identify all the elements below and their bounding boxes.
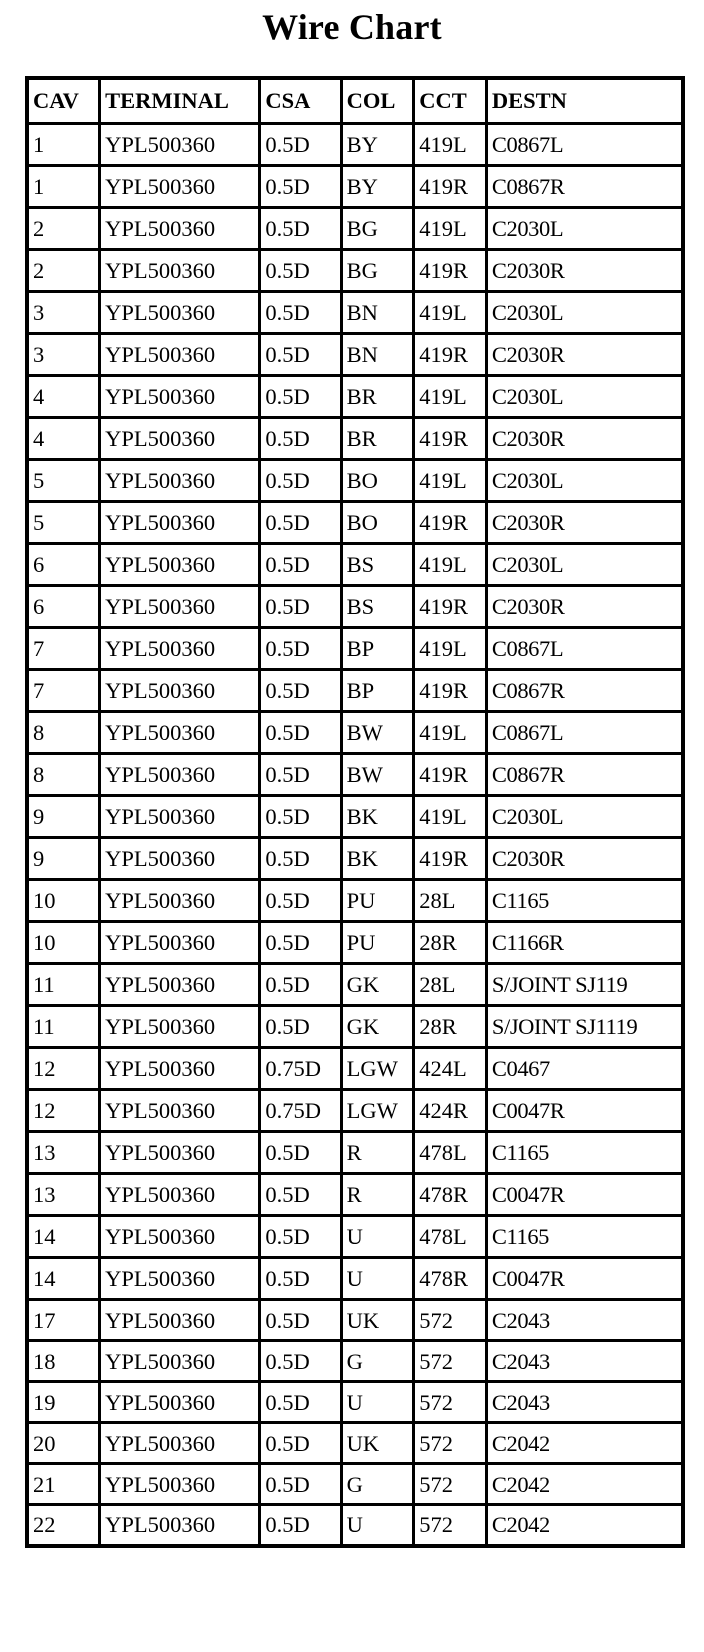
col-cell: BK [341,796,414,838]
csa-cell: 0.5D [260,712,341,754]
terminal-cell: YPL500360 [100,838,260,880]
terminal-cell: YPL500360 [100,964,260,1006]
terminal-cell: YPL500360 [100,166,260,208]
csa-cell: 0.5D [260,1174,341,1216]
csa-cell: 0.5D [260,124,341,166]
cct-cell: 572 [414,1300,487,1341]
col-cell: U [341,1258,414,1300]
destn-cell: C0047R [486,1258,683,1300]
table-row [27,334,683,376]
csa-cell: 0.5D [260,376,341,418]
destn-cell: C2030R [486,586,683,628]
table-row [27,418,683,460]
table-row [27,1174,683,1216]
table-row [27,544,683,586]
cav-cell: 20 [27,1423,100,1464]
terminal-cell: YPL500360 [100,334,260,376]
cav-cell: 8 [27,712,100,754]
table-row [27,1216,683,1258]
terminal-cell: YPL500360 [100,1048,260,1090]
cct-cell: 419L [414,460,487,502]
destn-cell: C1165 [486,880,683,922]
table-row [27,208,683,250]
destn-cell: C2030L [486,208,683,250]
csa-cell: 0.75D [260,1048,341,1090]
cct-cell: 419L [414,124,487,166]
destn-cell: C2042 [486,1423,683,1464]
destn-cell: C2030R [486,334,683,376]
header-col: COL [341,78,414,124]
cct-cell: 478R [414,1174,487,1216]
table-row [27,460,683,502]
col-cell: BN [341,334,414,376]
csa-cell: 0.5D [260,1132,341,1174]
destn-cell: C2030L [486,544,683,586]
table-row [27,1090,683,1132]
cav-cell: 19 [27,1382,100,1423]
cct-cell: 419R [414,754,487,796]
cav-cell: 1 [27,124,100,166]
cav-cell: 4 [27,376,100,418]
cav-cell: 7 [27,670,100,712]
cct-cell: 419L [414,796,487,838]
col-cell: UK [341,1300,414,1341]
terminal-cell: YPL500360 [100,1505,260,1546]
terminal-cell: YPL500360 [100,418,260,460]
cav-cell: 14 [27,1258,100,1300]
table-row [27,124,683,166]
col-cell: U [341,1505,414,1546]
csa-cell: 0.5D [260,670,341,712]
cav-cell: 21 [27,1464,100,1505]
col-cell: BK [341,838,414,880]
terminal-cell: YPL500360 [100,1464,260,1505]
cav-cell: 13 [27,1174,100,1216]
col-cell: U [341,1382,414,1423]
wire-table-body [27,124,683,1546]
destn-cell: C2042 [486,1464,683,1505]
destn-cell: C1166R [486,922,683,964]
terminal-cell: YPL500360 [100,1132,260,1174]
csa-cell: 0.5D [260,922,341,964]
table-row [27,838,683,880]
col-cell: R [341,1174,414,1216]
terminal-cell: YPL500360 [100,502,260,544]
table-row [27,1258,683,1300]
table-row [27,712,683,754]
csa-cell: 0.5D [260,1505,341,1546]
terminal-cell: YPL500360 [100,1382,260,1423]
table-row [27,964,683,1006]
destn-cell: S/JOINT SJ119 [486,964,683,1006]
destn-cell: C0867R [486,754,683,796]
csa-cell: 0.5D [260,208,341,250]
terminal-cell: YPL500360 [100,208,260,250]
destn-cell: C1165 [486,1216,683,1258]
cct-cell: 478R [414,1258,487,1300]
destn-cell: C2043 [486,1382,683,1423]
terminal-cell: YPL500360 [100,1300,260,1341]
cct-cell: 419L [414,376,487,418]
col-cell: BY [341,166,414,208]
col-cell: BW [341,754,414,796]
page-title: Wire Chart [262,7,442,47]
csa-cell: 0.5D [260,544,341,586]
header-destn: DESTN [486,78,683,124]
col-cell: PU [341,922,414,964]
cct-cell: 28R [414,1006,487,1048]
destn-cell: C2030L [486,292,683,334]
cct-cell: 424L [414,1048,487,1090]
col-cell: BR [341,418,414,460]
destn-cell: C2043 [486,1341,683,1382]
destn-cell: C0467 [486,1048,683,1090]
destn-cell: C2043 [486,1300,683,1341]
cct-cell: 28R [414,922,487,964]
cav-cell: 3 [27,334,100,376]
cav-cell: 6 [27,586,100,628]
csa-cell: 0.5D [260,166,341,208]
header-terminal: TERMINAL [100,78,260,124]
csa-cell: 0.5D [260,880,341,922]
table-row [27,628,683,670]
destn-cell: C2030R [486,838,683,880]
table-row [27,1048,683,1090]
cct-cell: 419R [414,334,487,376]
table-row [27,1423,683,1464]
cav-cell: 4 [27,418,100,460]
table-row [27,502,683,544]
table-row [27,166,683,208]
wire-table [25,76,685,1548]
cav-cell: 9 [27,838,100,880]
terminal-cell: YPL500360 [100,586,260,628]
col-cell: BP [341,628,414,670]
csa-cell: 0.5D [260,334,341,376]
cct-cell: 419R [414,838,487,880]
destn-cell: C0867L [486,712,683,754]
destn-cell: C0047R [486,1090,683,1132]
cct-cell: 572 [414,1464,487,1505]
table-row [27,1464,683,1505]
cct-cell: 419L [414,292,487,334]
csa-cell: 0.5D [260,964,341,1006]
header-row [27,78,683,124]
cct-cell: 419R [414,670,487,712]
destn-cell: C2030L [486,376,683,418]
csa-cell: 0.5D [260,754,341,796]
terminal-cell: YPL500360 [100,1341,260,1382]
cav-cell: 1 [27,166,100,208]
table-row [27,922,683,964]
csa-cell: 0.5D [260,1258,341,1300]
destn-cell: C1165 [486,1132,683,1174]
table-row [27,292,683,334]
cav-cell: 14 [27,1216,100,1258]
csa-cell: 0.5D [260,418,341,460]
col-cell: BR [341,376,414,418]
csa-cell: 0.5D [260,250,341,292]
table-row [27,250,683,292]
csa-cell: 0.5D [260,628,341,670]
col-cell: GK [341,964,414,1006]
destn-cell: C0867L [486,628,683,670]
destn-cell: C0047R [486,1174,683,1216]
terminal-cell: YPL500360 [100,292,260,334]
table-row [27,670,683,712]
cct-cell: 572 [414,1341,487,1382]
terminal-cell: YPL500360 [100,712,260,754]
destn-cell: C0867R [486,670,683,712]
terminal-cell: YPL500360 [100,1090,260,1132]
csa-cell: 0.5D [260,1464,341,1505]
table-row [27,1132,683,1174]
header-cav: CAV [27,78,100,124]
csa-cell: 0.5D [260,1423,341,1464]
table-row [27,1006,683,1048]
cav-cell: 8 [27,754,100,796]
destn-cell: C0867R [486,166,683,208]
col-cell: BG [341,208,414,250]
cct-cell: 572 [414,1423,487,1464]
destn-cell: C2030R [486,250,683,292]
col-cell: BO [341,502,414,544]
cav-cell: 7 [27,628,100,670]
cct-cell: 478L [414,1132,487,1174]
destn-cell: C2030R [486,418,683,460]
terminal-cell: YPL500360 [100,670,260,712]
col-cell: GK [341,1006,414,1048]
table-row [27,1505,683,1546]
destn-cell: C2030L [486,796,683,838]
csa-cell: 0.75D [260,1090,341,1132]
cct-cell: 419R [414,418,487,460]
cct-cell: 419R [414,250,487,292]
cct-cell: 28L [414,880,487,922]
header-csa: CSA [260,78,341,124]
terminal-cell: YPL500360 [100,628,260,670]
terminal-cell: YPL500360 [100,1006,260,1048]
col-cell: BG [341,250,414,292]
terminal-cell: YPL500360 [100,1258,260,1300]
cav-cell: 10 [27,922,100,964]
col-cell: R [341,1132,414,1174]
cav-cell: 11 [27,964,100,1006]
cav-cell: 9 [27,796,100,838]
table-row [27,1382,683,1423]
col-cell: UK [341,1423,414,1464]
cct-cell: 424R [414,1090,487,1132]
cav-cell: 17 [27,1300,100,1341]
cav-cell: 6 [27,544,100,586]
col-cell: U [341,1216,414,1258]
table-row [27,1341,683,1382]
col-cell: BY [341,124,414,166]
cct-cell: 478L [414,1216,487,1258]
cav-cell: 22 [27,1505,100,1546]
csa-cell: 0.5D [260,502,341,544]
cct-cell: 419R [414,586,487,628]
cav-cell: 5 [27,502,100,544]
terminal-cell: YPL500360 [100,1216,260,1258]
csa-cell: 0.5D [260,460,341,502]
cct-cell: 572 [414,1505,487,1546]
cct-cell: 419L [414,628,487,670]
table-row [27,1300,683,1341]
cct-cell: 419R [414,502,487,544]
col-cell: PU [341,880,414,922]
csa-cell: 0.5D [260,586,341,628]
cav-cell: 12 [27,1090,100,1132]
cav-cell: 3 [27,292,100,334]
csa-cell: 0.5D [260,292,341,334]
cav-cell: 2 [27,250,100,292]
cct-cell: 419L [414,712,487,754]
cct-cell: 28L [414,964,487,1006]
cct-cell: 572 [414,1382,487,1423]
cav-cell: 11 [27,1006,100,1048]
destn-cell: C2030L [486,460,683,502]
csa-cell: 0.5D [260,1300,341,1341]
csa-cell: 0.5D [260,1216,341,1258]
table-row [27,880,683,922]
destn-cell: C2042 [486,1505,683,1546]
terminal-cell: YPL500360 [100,796,260,838]
cav-cell: 10 [27,880,100,922]
terminal-cell: YPL500360 [100,1174,260,1216]
col-cell: G [341,1341,414,1382]
cav-cell: 12 [27,1048,100,1090]
table-row [27,754,683,796]
cav-cell: 18 [27,1341,100,1382]
cav-cell: 13 [27,1132,100,1174]
csa-cell: 0.5D [260,838,341,880]
col-cell: BN [341,292,414,334]
col-cell: BS [341,586,414,628]
terminal-cell: YPL500360 [100,922,260,964]
terminal-cell: YPL500360 [100,544,260,586]
terminal-cell: YPL500360 [100,754,260,796]
col-cell: BS [341,544,414,586]
col-cell: LGW [341,1090,414,1132]
destn-cell: S/JOINT SJ1119 [486,1006,683,1048]
cav-cell: 2 [27,208,100,250]
col-cell: BO [341,460,414,502]
cct-cell: 419R [414,166,487,208]
terminal-cell: YPL500360 [100,1423,260,1464]
terminal-cell: YPL500360 [100,376,260,418]
cct-cell: 419L [414,544,487,586]
csa-cell: 0.5D [260,1341,341,1382]
header-cct: CCT [414,78,487,124]
wire-table-header [27,78,683,124]
cav-cell: 5 [27,460,100,502]
destn-cell: C0867L [486,124,683,166]
destn-cell: C2030R [486,502,683,544]
terminal-cell: YPL500360 [100,880,260,922]
terminal-cell: YPL500360 [100,250,260,292]
col-cell: LGW [341,1048,414,1090]
col-cell: G [341,1464,414,1505]
terminal-cell: YPL500360 [100,460,260,502]
cct-cell: 419L [414,208,487,250]
csa-cell: 0.5D [260,1006,341,1048]
terminal-cell: YPL500360 [100,124,260,166]
col-cell: BP [341,670,414,712]
col-cell: BW [341,712,414,754]
csa-cell: 0.5D [260,796,341,838]
table-row [27,586,683,628]
table-row [27,796,683,838]
table-row [27,376,683,418]
csa-cell: 0.5D [260,1382,341,1423]
